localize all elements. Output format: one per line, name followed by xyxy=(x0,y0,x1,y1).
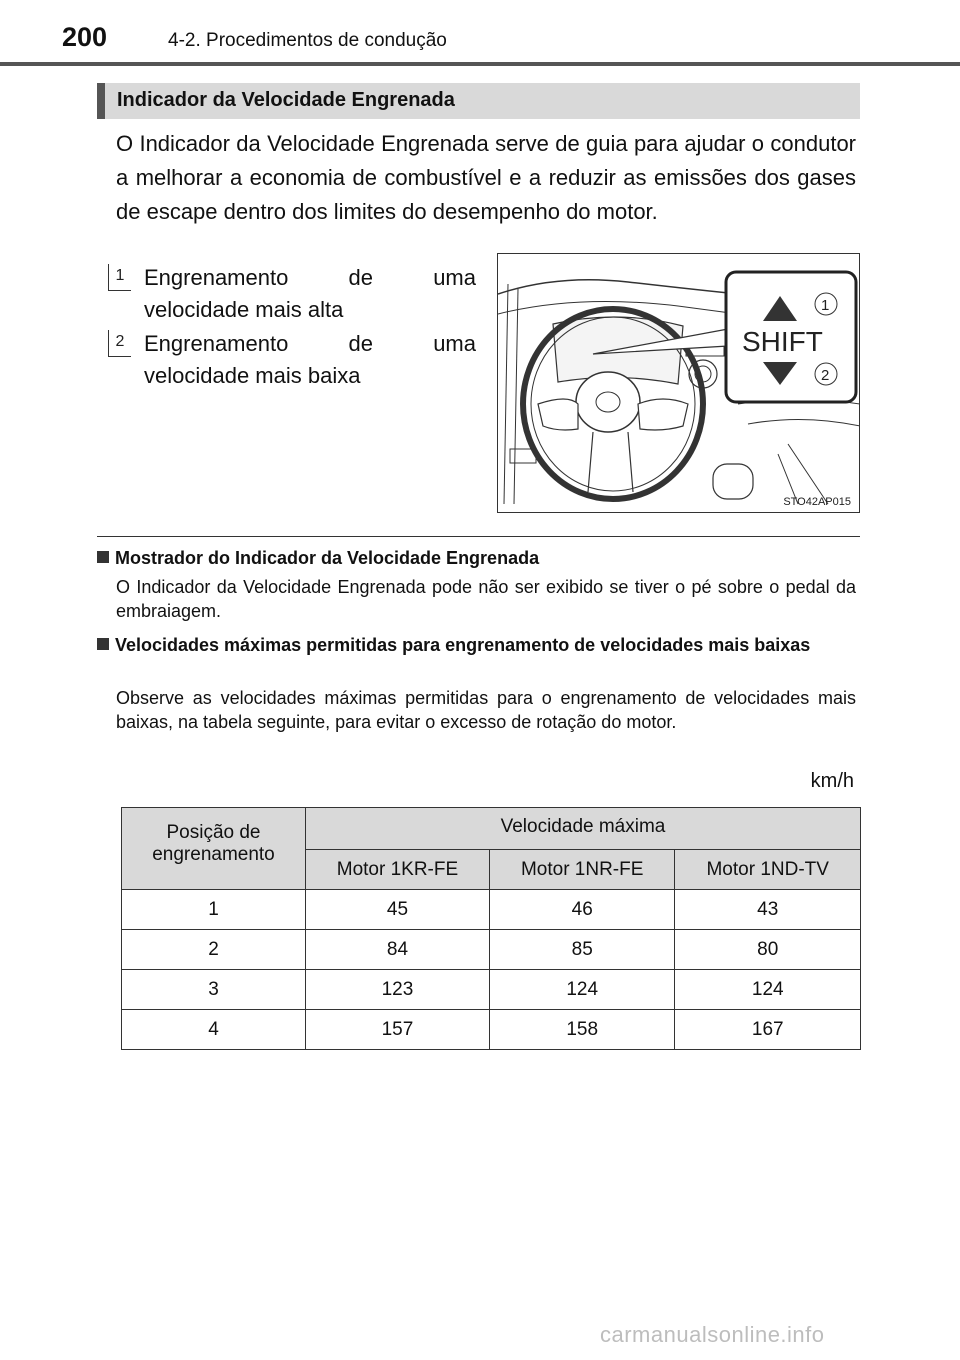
callout-up-number: 1 xyxy=(821,297,830,314)
speed-cell: 85 xyxy=(489,930,675,970)
table-row xyxy=(122,890,861,930)
header-divider xyxy=(0,62,960,66)
table-unit: km/h xyxy=(810,770,854,792)
item-text: Engrenamento de uma velocidade mais baixa xyxy=(144,331,476,388)
speed-cell: 45 xyxy=(306,890,490,930)
header-engine-1kr: Motor 1KR-FE xyxy=(306,850,490,890)
chapter-title: 4-2. Procedimentos de condução xyxy=(168,30,447,51)
speed-cell: 158 xyxy=(489,1010,675,1050)
section-heading-bar xyxy=(97,83,860,119)
header-gear-position: Posição de engrenamento xyxy=(122,808,306,890)
shift-label: SHIFT xyxy=(742,326,823,357)
speed-cell: 43 xyxy=(675,890,861,930)
header-max-speed: Velocidade máxima xyxy=(306,808,861,850)
speed-cell: 84 xyxy=(306,930,490,970)
speed-cell: 124 xyxy=(489,970,675,1010)
gear-cell: 4 xyxy=(122,1010,306,1050)
gear-cell: 2 xyxy=(122,930,306,970)
header-engine-1nr: Motor 1NR-FE xyxy=(489,850,675,890)
square-bullet-icon xyxy=(97,638,109,650)
note-heading-text: Velocidades máximas permitidas para engrenamento de velocidades mais baixas xyxy=(115,635,811,655)
callout-down-number: 2 xyxy=(821,367,830,384)
table-row xyxy=(122,970,861,1010)
speed-cell: 123 xyxy=(306,970,490,1010)
note-heading-text: Mostrador do Indicador da Velocidade Engrenada xyxy=(115,548,540,568)
item-number: 2 xyxy=(108,330,131,357)
note-heading-speeds xyxy=(97,632,860,658)
square-bullet-icon xyxy=(97,551,109,563)
speed-cell: 167 xyxy=(675,1010,861,1050)
gear-cell: 3 xyxy=(122,970,306,1010)
max-speed-table xyxy=(121,807,861,1050)
table-row xyxy=(122,1010,861,1050)
section-title: Indicador da Velocidade Engrenada xyxy=(117,89,455,111)
item-text: Engrenamento de uma velocidade mais alta xyxy=(144,265,476,322)
table-row xyxy=(122,930,861,970)
item-number: 1 xyxy=(108,264,131,291)
note-heading-display xyxy=(97,545,860,571)
dashboard-drawing xyxy=(498,254,860,513)
dashboard-illustration xyxy=(497,253,860,513)
gear-cell: 1 xyxy=(122,890,306,930)
section-divider xyxy=(97,536,860,537)
footer-watermark: carmanualsonline.info xyxy=(600,1322,825,1347)
intro-paragraph: O Indicador da Velocidade Engrenada serve de guia para ajudar o condutor a melhorar a economia de combustível e a reduzir as emissões dos gases de escape dentro dos limites do desempenho do motor. xyxy=(116,131,856,224)
speed-cell: 157 xyxy=(306,1010,490,1050)
speed-cell: 46 xyxy=(489,890,675,930)
header-engine-1nd: Motor 1ND-TV xyxy=(675,850,861,890)
note-body-speeds: Observe as velocidades máximas permitidas para o engrenamento de velocidades mais baixas, na tabela seguinte, para evitar o excesso de rotação do motor. xyxy=(116,688,856,732)
speed-cell: 80 xyxy=(675,930,861,970)
figure-code: STO42AP015 xyxy=(783,496,851,508)
note-body-display: O Indicador da Velocidade Engrenada pode não ser exibido se tiver o pé sobre o pedal da embraiagem. xyxy=(116,577,856,621)
page-number: 200 xyxy=(62,22,108,52)
speed-cell: 124 xyxy=(675,970,861,1010)
